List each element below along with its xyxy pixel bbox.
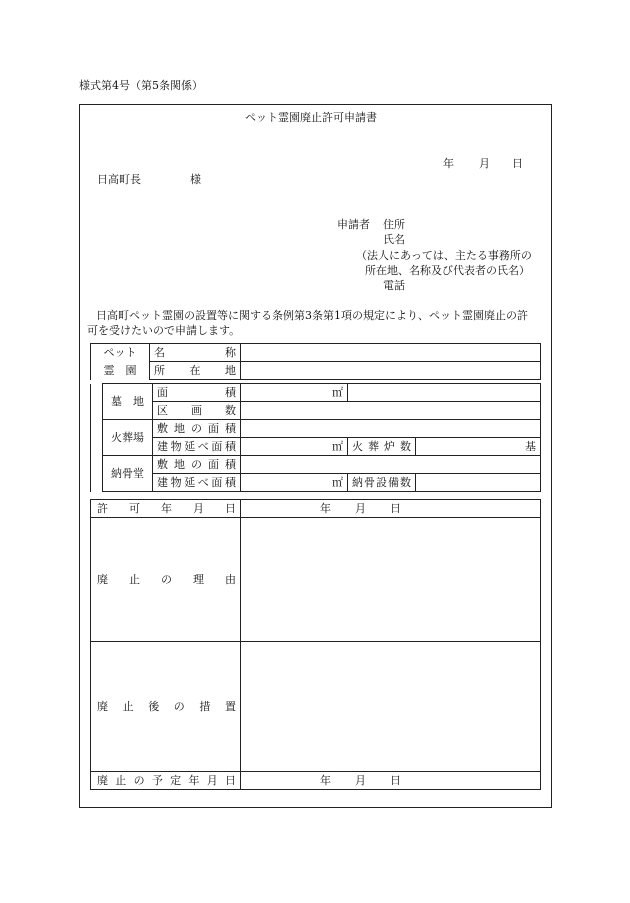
row-post-abolition-measures xyxy=(91,642,541,772)
body-text-line2: 可を受けたいので申請します。 xyxy=(87,324,241,337)
body-text-line1: 日高町ペット霊園の設置等に関する条例第3条第1項の規定により、ペット霊園廃止の許 xyxy=(96,309,528,322)
ossuary-floor-area-unit: ㎡ xyxy=(332,476,343,489)
permit-date-value[interactable]: 年 月 日 xyxy=(241,500,541,518)
date-day: 日 xyxy=(512,157,523,170)
furnace-unit: 基 xyxy=(525,440,536,453)
area-label: 面 積 xyxy=(153,384,241,402)
name-value[interactable] xyxy=(241,344,541,362)
form-title: ペット霊園廃止許可申請書 xyxy=(245,111,377,124)
date-year: 年 xyxy=(443,157,454,170)
crematorium-label: 火葬場 xyxy=(103,420,153,456)
area-unit: ㎡ xyxy=(332,386,343,399)
permit-date-label: 許 可 年 月 日 xyxy=(91,500,241,518)
ossuary-site-area-value[interactable] xyxy=(241,456,541,474)
row-location xyxy=(91,362,541,380)
location-value[interactable] xyxy=(241,362,541,380)
ossuary-site-area-label: 敷 地 の 面 積 xyxy=(153,456,241,474)
application-table-lower xyxy=(90,499,541,790)
pet-cemetery-line1: ペット xyxy=(103,346,137,360)
row-crematorium-floor xyxy=(91,438,541,456)
ossuary-label: 納骨堂 xyxy=(103,456,153,492)
location-label: 所 在 地 xyxy=(150,362,241,380)
applicant-note-line1: （法人にあっては、主たる事務所の xyxy=(356,249,532,262)
pet-cemetery-line2: 霊 園 xyxy=(103,363,137,377)
row-permit-date xyxy=(91,500,541,518)
planned-date-label: 廃 止 の 予 定 年 月 日 xyxy=(91,772,241,790)
row-abolition-reason xyxy=(91,518,541,642)
applicant-note-line2: 所在地、名称及び代表者の氏名） xyxy=(365,264,530,277)
addressee-suffix: 様 xyxy=(190,173,201,186)
row-ossuary-site xyxy=(91,456,541,474)
applicant-address-label: 住所 xyxy=(383,218,405,231)
applicant-label: 申請者 xyxy=(337,218,370,231)
row-planned-date xyxy=(91,772,541,790)
floor-area-unit: ㎡ xyxy=(332,440,343,453)
date-month: 月 xyxy=(479,157,490,170)
section-count-value[interactable] xyxy=(241,402,541,420)
cremation-furnace-label: 火 葬 炉 数 xyxy=(348,438,416,456)
planned-date-value[interactable]: 年 月 日 xyxy=(241,772,541,790)
furnace-value[interactable] xyxy=(416,438,541,456)
area-blank xyxy=(348,384,541,402)
ossuary-floor-area-label: 建 物 延 べ 面 積 xyxy=(153,474,241,492)
row-ossuary-floor xyxy=(91,474,541,492)
applicant-name-label: 氏名 xyxy=(383,233,405,246)
site-area-value[interactable] xyxy=(241,420,541,438)
row-name xyxy=(91,344,541,362)
abolition-reason-value[interactable] xyxy=(241,518,541,642)
row-crematorium-site xyxy=(91,420,541,438)
row-section-count xyxy=(91,402,541,420)
graveyard-label: 墓 地 xyxy=(103,384,153,420)
application-table xyxy=(90,343,541,380)
pet-cemetery-label xyxy=(91,344,150,380)
ossuary-facility-count-value[interactable] xyxy=(416,474,541,492)
name-label: 名 称 xyxy=(150,344,241,362)
floor-area-value[interactable] xyxy=(241,438,348,456)
floor-area-label: 建 物 延 べ 面 積 xyxy=(153,438,241,456)
ossuary-floor-area-value[interactable] xyxy=(241,474,348,492)
application-table-body xyxy=(90,383,541,492)
form-number: 様式第4号（第5条関係） xyxy=(79,79,203,92)
pet-cemetery-indent xyxy=(91,384,103,492)
post-abolition-measures-value[interactable] xyxy=(241,642,541,772)
site-area-label: 敷 地 の 面 積 xyxy=(153,420,241,438)
ossuary-facility-count-label: 納 骨 設 備 数 xyxy=(348,474,416,492)
abolition-reason-label: 廃 止 の 理 由 xyxy=(91,518,241,642)
addressee-name: 日高町長 xyxy=(97,173,141,186)
section-count-label: 区 画 数 xyxy=(153,402,241,420)
area-value[interactable] xyxy=(241,384,348,402)
row-graveyard-area xyxy=(91,384,541,402)
post-abolition-measures-label: 廃 止 後 の 措 置 xyxy=(91,642,241,772)
applicant-phone-label: 電話 xyxy=(383,279,405,292)
